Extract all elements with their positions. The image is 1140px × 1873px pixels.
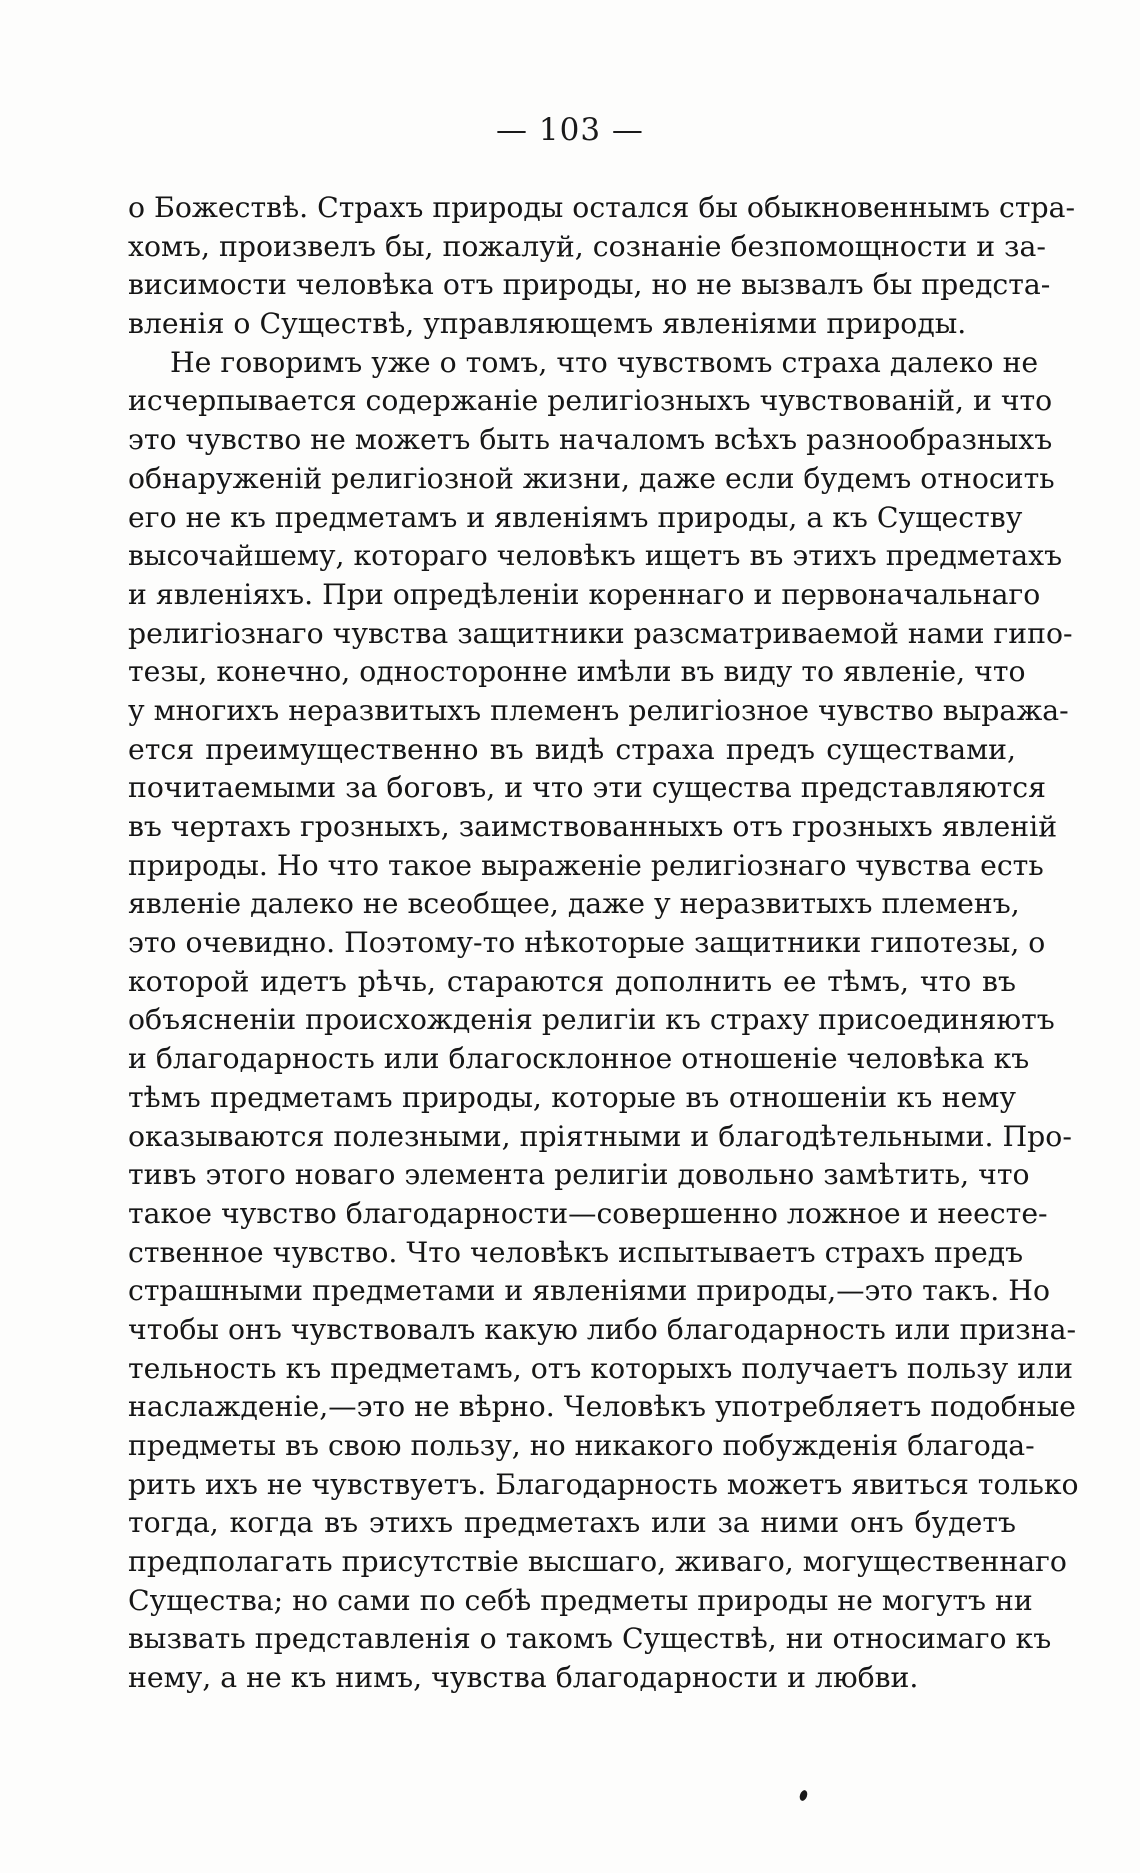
text-line: наслажденіе,—это не вѣрно. Человѣкъ употребляетъ подобные <box>128 1390 1076 1424</box>
text-line: нему, а не къ нимъ, чувства благодарности и любви. <box>128 1661 919 1695</box>
text-line: хомъ, произвелъ бы, пожалуй, сознаніе безпомощности и за- <box>128 229 1046 263</box>
text-line: религіознаго чувства защитники разсматриваемой нами гипо- <box>128 616 1073 650</box>
text-line: ственное чувство. Что человѣкъ испытываетъ страхъ предъ <box>128 1235 1024 1269</box>
text-line: это чувство не можетъ быть началомъ всѣхъ разнообразныхъ <box>128 423 1053 457</box>
text-line: тельность къ предметамъ, отъ которыхъ получаетъ пользу или <box>128 1351 1073 1385</box>
text-line: о Божествѣ. Страхъ природы остался бы обыкновеннымъ стра- <box>128 191 1076 224</box>
text-line: тезы, конечно, односторонне имѣли въ виду то явленіе, что <box>128 655 1026 689</box>
text-line: Не говоримъ уже о томъ, что чувствомъ страха далеко не <box>170 345 1039 379</box>
text-line: явленіе далеко не всеобщее, даже у неразвитыхъ племенъ, <box>128 887 1020 921</box>
text-line: чтобы онъ чувствовалъ какую либо благодарность или призна- <box>128 1312 1077 1346</box>
text-line: это очевидно. Поэтому-то нѣкоторые защитники гипотезы, о <box>128 926 1046 960</box>
text-line: у многихъ неразвитыхъ племенъ религіозное чувство выража- <box>128 693 1069 727</box>
text-line: высочайшему, котораго человѣкъ ищетъ въ этихъ предметахъ <box>128 539 1063 573</box>
text-line: почитаемыми за боговъ, и что эти существа представляются <box>128 771 1047 805</box>
text-line: исчерпывается содержаніе религіозныхъ чувствованій, и что <box>128 384 1053 418</box>
text-line: страшными предметами и явленіями природы,—это такъ. Но <box>128 1274 1050 1308</box>
ink-spot <box>798 1789 808 1802</box>
text-line: объясненіи происхожденія религіи къ страху присоединяютъ <box>128 1003 1055 1037</box>
text-line: обнаруженій религіозной жизни, даже если будемъ относить <box>128 461 1055 495</box>
text-line: и явленіяхъ. При опредѣленіи кореннаго и первоначальнаго <box>128 577 1041 611</box>
body-text <box>128 189 1079 1698</box>
text-line: предполагать присутствіе высшаго, живаго, могущественнаго <box>128 1545 1067 1579</box>
page-number: — 103 — <box>496 112 644 148</box>
text-line: рить ихъ не чувствуетъ. Благодарность можетъ явиться только <box>128 1467 1079 1501</box>
text-line: предметы въ свою пользу, но никакого побужденія благода- <box>128 1429 1035 1462</box>
text-line: вленія о Существѣ, управляющемъ явленіями природы. <box>128 307 967 341</box>
text-line: которой идетъ рѣчь, стараются дополнить ее тѣмъ, что въ <box>128 964 1016 998</box>
text-line: ется преимущественно въ видѣ страха предъ существами, <box>128 732 1016 766</box>
text-line: природы. Но что такое выраженіе религіознаго чувства есть <box>128 848 1044 882</box>
text-line: тѣмъ предметамъ природы, которые въ отношеніи къ нему <box>128 1080 1016 1114</box>
text-line: его не къ предметамъ и явленіямъ природы, а къ Существу <box>128 500 1023 534</box>
text-line: висимости человѣка отъ природы, но не вызвалъ бы предста- <box>128 268 1051 302</box>
text-line: Существа; но сами по себѣ предметы природы не могутъ ни <box>128 1583 1033 1617</box>
text-line: и благодарность или благосклонное отношеніе человѣка къ <box>128 1042 1030 1076</box>
text-line: оказываются полезными, пріятными и благодѣтельными. Про- <box>128 1119 1072 1153</box>
text-line: въ чертахъ грозныхъ, заимствованныхъ отъ грозныхъ явленій <box>128 810 1058 843</box>
text-line: тивъ этого новаго элемента религіи довольно замѣтить, что <box>128 1158 1030 1192</box>
text-line: вызвать представленія о такомъ Существѣ, ни относимаго къ <box>128 1622 1052 1656</box>
text-line: тогда, когда въ этихъ предметахъ или за ними онъ будетъ <box>128 1506 1016 1540</box>
text-line: такое чувство благодарности—совершенно ложное и неесте- <box>128 1196 1048 1230</box>
